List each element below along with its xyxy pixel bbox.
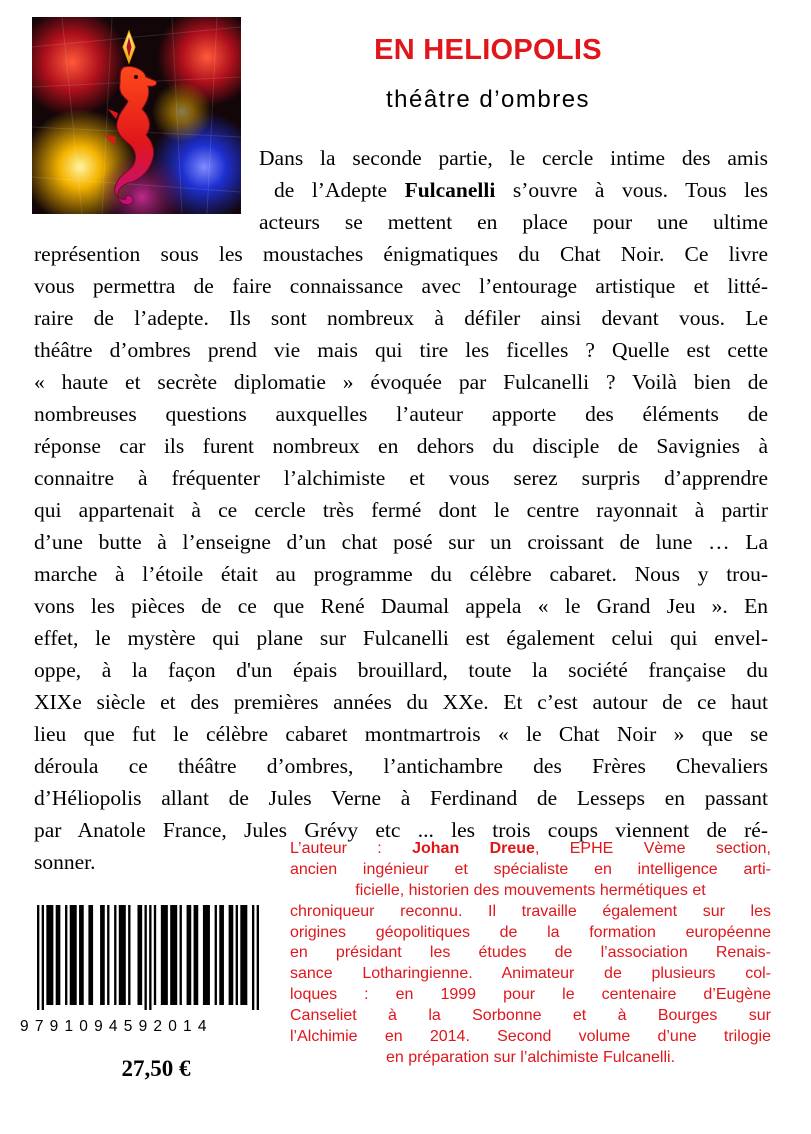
barcode-bar	[46, 905, 53, 1005]
price-label: 27,50 €	[121, 1056, 191, 1081]
barcode-bar	[70, 905, 77, 1005]
barcode-bar	[161, 905, 168, 1005]
author-note	[290, 839, 771, 1069]
author-name: Johan Dreue	[412, 840, 535, 857]
barcode-bar	[119, 905, 126, 1005]
author-line: ficielle, historien des mouvements hermétiques et	[355, 881, 706, 899]
blurb-line: d’Héliopolis allant de Jules Verne à Ferdinand de Lesseps en passant	[34, 786, 768, 810]
blurb-line: par Anatole France, Jules Grévy etc ... les trois coups viennent de ré-	[34, 818, 768, 842]
book-subtitle: théâtre d’ombres	[385, 86, 591, 113]
barcode-bar	[65, 905, 67, 1005]
blurb-line: de l’Adepte Fulcanelli s’ouvre à vous. Tous les	[274, 178, 769, 202]
author-line: Canseliet à la Sorbonne et à Bourges sur	[290, 1007, 771, 1025]
blurb-line: raire de l’adepte. Ils sont nombreux à défiler ainsi devant vous. Le	[34, 306, 768, 330]
barcode-bar	[144, 905, 146, 1010]
author-line: L’auteur : Johan Dreue, EPHE Vème section,	[290, 840, 771, 857]
author-line: en préparation sur l’alchimiste Fulcanelli.	[385, 1048, 676, 1066]
barcode-bar	[194, 905, 199, 1005]
author-line: l’Alchimie en 2014. Second volume d’une trilogie	[290, 1028, 771, 1046]
barcode-bar	[128, 905, 130, 1005]
barcode-bar	[88, 905, 93, 1005]
blurb-line: d’une butte à l’enseigne d’un chat posé sur un croissant de lune … La	[34, 530, 768, 554]
barcode-bar	[257, 905, 259, 1010]
barcode-bar	[180, 905, 182, 1005]
barcode-bar	[215, 905, 217, 1005]
barcode-bar	[37, 905, 39, 1010]
seahorse-flame-icon	[32, 17, 241, 214]
barcode-bar	[187, 905, 192, 1005]
author-line: sance Lotharingienne. Animateur de plusieurs col-	[290, 965, 771, 983]
barcode-bar	[56, 905, 61, 1005]
blurb-line: lieu que fut le célèbre cabaret montmartrois « le Chat Noir » que se	[34, 722, 768, 746]
book-title: EN HELIOPOLIS	[374, 34, 602, 66]
cover-illustration	[32, 17, 241, 214]
blurb-line: Dans la seconde partie, le cercle intime des amis	[259, 146, 768, 170]
barcode-bar	[154, 905, 156, 1005]
author-line: en présidant les études de l’association Renais-	[290, 944, 771, 962]
author-line: loques : en 1999 pour le centenaire d’Eugène	[290, 986, 771, 1004]
author-line: origines géopolitiques de la formation européenne	[290, 923, 771, 941]
blurb-line: acteurs se mettent en place pour une ultime	[259, 210, 768, 234]
barcode-bar	[42, 905, 44, 1010]
blurb-line: connaitre à fréquenter l’alchimiste et vous serez surpris d’apprendre	[34, 466, 768, 490]
barcode-bar	[137, 905, 142, 1005]
barcode-bar	[149, 905, 151, 1010]
blurb-line: théâtre d’ombres prend vie mais qui tire les ficelles ? Quelle est cette	[34, 338, 768, 362]
author-line: ancien ingénieur et spécialiste en intelligence arti-	[290, 860, 771, 878]
barcode-bar	[229, 905, 234, 1005]
barcode-bar	[107, 905, 109, 1005]
barcode-bar	[79, 905, 84, 1005]
barcode-bar	[114, 905, 116, 1005]
barcode-bar	[219, 905, 224, 1005]
blurb-line: qui appartenait à ce cercle très fermé dont le centre rayonnait à partir	[34, 498, 768, 522]
blurb-line: déroula ce théâtre d’ombres, l’antichambre des Frères Chevaliers	[34, 754, 768, 778]
barcode-bar	[170, 905, 177, 1005]
blurb-line: marche à l’étoile était au programme du célèbre cabaret. Nous y trou-	[34, 562, 768, 586]
barcode-bar	[100, 905, 105, 1005]
blurb-line: vons les pièces de ce que René Daumal appela « le Grand Jeu ». En	[34, 594, 768, 618]
barcode-bar	[203, 905, 210, 1005]
author-line: chroniqueur reconnu. Il travaille également sur les	[290, 902, 771, 920]
adept-name: Fulcanelli	[404, 178, 496, 202]
blurb-line: représention sous les moustaches énigmatiques du Chat Noir. Ce livre	[34, 242, 768, 266]
blurb-line: effet, le mystère qui plane sur Fulcanelli est également celui qui envel-	[34, 626, 768, 650]
barcode-bar	[236, 905, 238, 1005]
barcode-bar	[240, 905, 247, 1005]
blurb-line: nombreuses questions auxquelles l’auteur apporte des éléments de	[34, 402, 768, 426]
blurb-line: XIXe siècle et des premières années du XXe. Et c’est autour de ce haut	[34, 690, 768, 714]
barcode-bar	[252, 905, 254, 1010]
blurb-line: sonner.	[34, 850, 96, 874]
blurb-line: vous permettra de faire connaissance avec l’entourage artistique et litté-	[34, 274, 768, 298]
isbn-number: 9791094592014	[20, 1018, 213, 1035]
blurb-line: oppe, à la façon d'un épais brouillard, toute la société française du	[34, 658, 768, 682]
isbn-barcode	[37, 905, 259, 1010]
blurb-line: « haute et secrète diplomatie » évoquée par Fulcanelli ? Voilà bien de	[34, 370, 768, 394]
blurb-line: réponse car ils furent nombreux en dehors du disciple de Savignies à	[34, 434, 768, 458]
